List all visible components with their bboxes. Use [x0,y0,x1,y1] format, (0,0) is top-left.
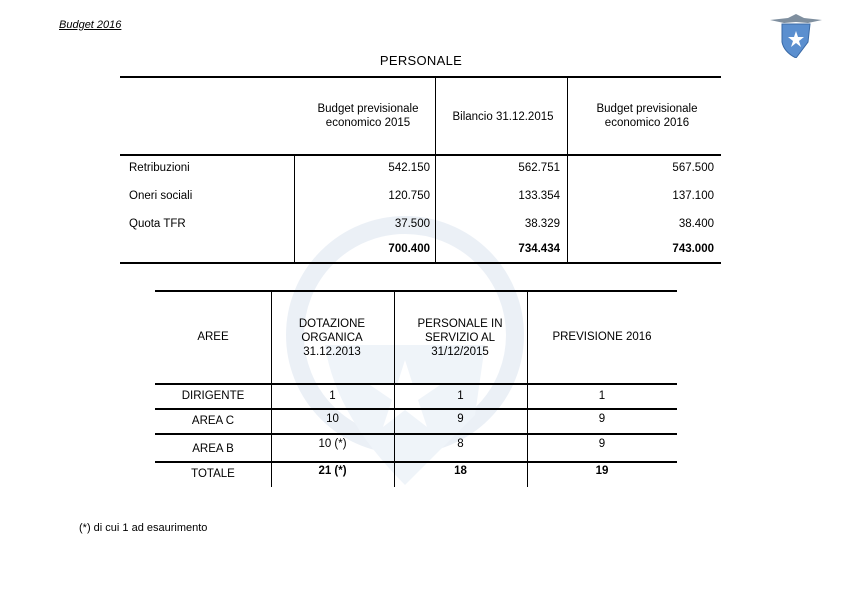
cell-value: 1 [457,390,464,402]
total-value: 743.000 [672,243,714,255]
total-value: 18 [454,465,467,477]
cell-value: 38.329 [524,218,560,230]
total-value: 19 [595,465,609,477]
header-aree: AREE [197,331,229,343]
cell-value: 562.751 [518,162,560,174]
total-value: 21 (*) [318,465,347,477]
cell-value: 1 [598,390,606,402]
cell-value: 1 [329,390,336,402]
row-label: AREA B [192,443,234,455]
row-label: Quota TFR [129,218,186,230]
cell-value: 567.500 [672,162,714,174]
cell-value: 542.150 [388,162,430,174]
header-previsione: PREVISIONE 2016 [552,331,652,343]
cell-value: 133.354 [518,190,560,202]
cell-value: 10 (*) [318,438,347,450]
cell-value: 9 [598,438,606,450]
row-label: AREA C [191,415,235,427]
cell-value: 120.750 [388,190,430,202]
header-bilancio-2015: Bilancio 31.12.2015 [452,111,554,123]
section-title: PERSONALE [379,53,463,68]
footnote: (*) di cui 1 ad esaurimento [79,522,208,534]
row-label: Oneri sociali [129,190,193,202]
row-label: DIRIGENTE [181,390,245,402]
club-logo-icon [768,14,824,58]
cell-value: 9 [457,413,464,425]
cell-value: 10 [326,413,339,425]
row-label: TOTALE [191,468,235,480]
row-label: Retribuzioni [129,162,190,174]
document-title: Budget 2016 [59,19,122,31]
cell-value: 38.400 [678,218,714,230]
header-personale: PERSONALE IN SERVIZIO AL 31/12/2015 [417,318,503,358]
header-budget-2016: Budget previsionale economico 2016 [596,103,698,129]
cell-value: 137.100 [672,190,714,202]
total-value: 700.400 [388,243,430,255]
cell-value: 9 [598,413,606,425]
cell-value: 8 [457,438,464,450]
cell-value: 37.500 [394,218,430,230]
header-budget-2015: Budget previsionale economico 2015 [317,103,419,129]
total-value: 734.434 [518,243,560,255]
header-dotazione: DOTAZIONE ORGANICA 31.12.2013 [298,318,366,358]
